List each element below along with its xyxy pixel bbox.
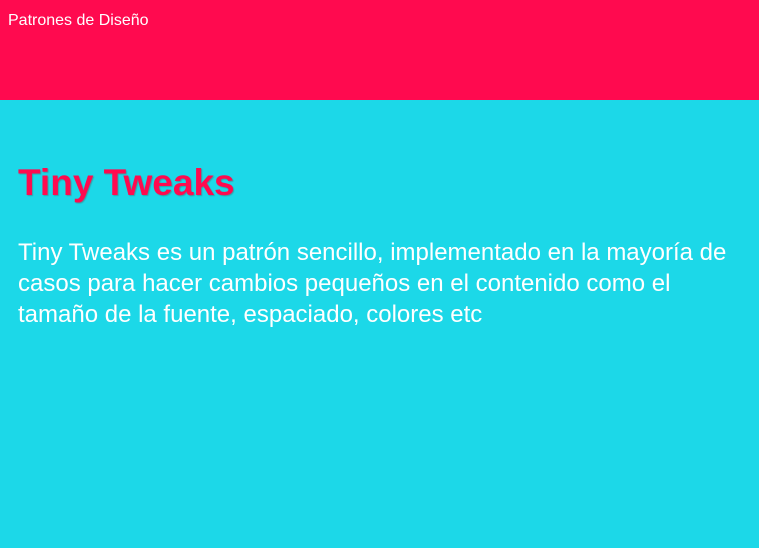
- page-description: Tiny Tweaks es un patrón sencillo, implementado en la mayoría de casos para hacer cambios pequeños en el contenido como el tamaño de la fuente, espaciado, colores etc: [18, 239, 727, 328]
- page-title: Tiny Tweaks: [18, 162, 235, 203]
- site-title: Patrones de Diseño: [8, 12, 149, 29]
- site-header: [0, 0, 759, 100]
- main-content: [0, 100, 759, 548]
